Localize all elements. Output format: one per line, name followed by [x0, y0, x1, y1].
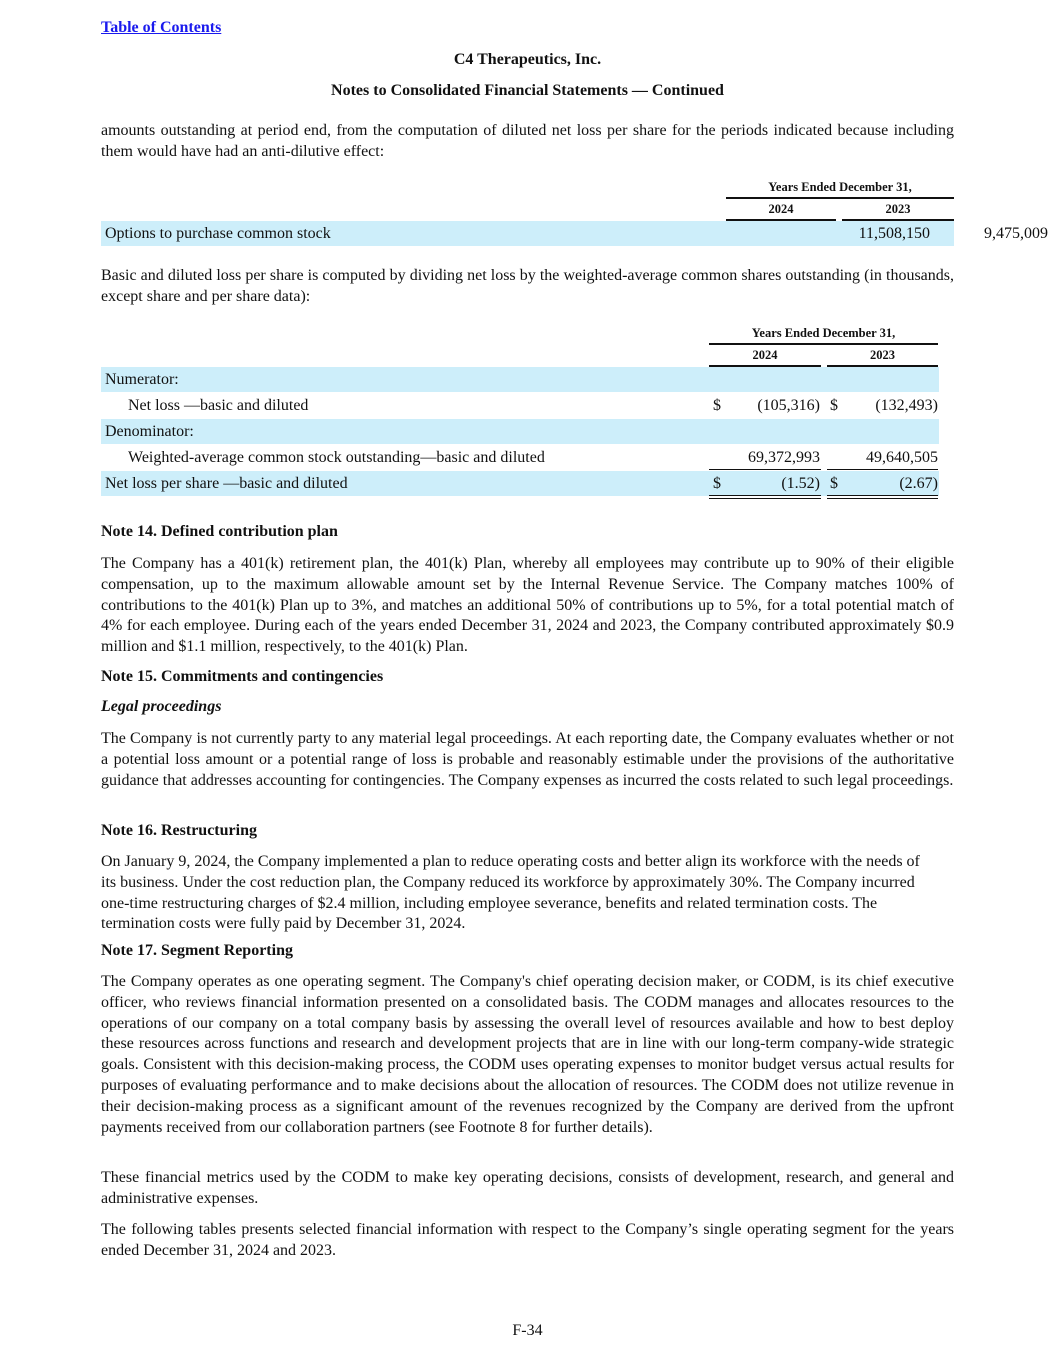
net-loss-2024: (105,316) [757, 397, 820, 414]
note15-title: Note 15. Commitments and contingencies [101, 668, 384, 685]
per-share-2024: (1.52) [781, 475, 820, 492]
note17-body-3: The following tables presents selected financial information with respect to the Company’s single operating segment for the years ended December 31, 2024 and 2023. [101, 1221, 954, 1259]
basic-diluted-paragraph: Basic and diluted loss per share is computed by dividing net loss by the weighted-average common shares outstanding (in thousands, except share and per share data): [101, 267, 954, 305]
currency-symbol: $ [713, 475, 721, 492]
company-name: C4 Therapeutics, Inc. [453, 51, 602, 68]
table-row [101, 471, 939, 496]
net-loss-2023: (132,493) [875, 397, 938, 414]
table1-col-2024: 2024 [726, 202, 836, 221]
weighted-average-2023: 49,640,505 [866, 449, 938, 466]
table-of-contents-link[interactable]: Table of Contents [101, 19, 222, 36]
table1-value-2023: 9,475,009 [984, 225, 1048, 242]
note17-body-1: The Company operates as one operating segment. The Company's chief operating decision maker, or CODM, is its chief executive officer, who reviews financial information presented on a consolidated basis. The CODM manages and allocates resources to the operations of our company on a total company basis by assessing the overall level of resources available and how to best deploy these resources across functions and research and development projects that are in line with our long-term company-wide strategic goals. Consistent with this decision-making process, the CODM uses operating expenses to monitor budget versus actual results for purposes of evaluating performance and to make decisions about the allocation of resources. The CODM does not utilize revenue in their decision-making process as a significant amount of the revenues recognized by the Company are derived from the upfront payments received from our collaboration partners (see Footnote 8 for further details). [101, 973, 954, 1136]
table1-value-2024: 11,508,150 [858, 225, 930, 242]
total-double-rule [709, 495, 821, 499]
per-share-2023: (2.67) [899, 475, 938, 492]
table2-col-2023: 2023 [827, 348, 938, 367]
currency-symbol: $ [713, 397, 721, 414]
table-row [101, 367, 939, 392]
intro-paragraph: amounts outstanding at period end, from the computation of diluted net loss per share for the periods indicated because including them would have had an anti-dilutive effect: [101, 122, 954, 160]
net-loss-label: Net loss —basic and diluted [128, 397, 309, 414]
page-number: F-34 [512, 1322, 543, 1339]
table1-group-header: Years Ended December 31, [726, 180, 954, 199]
page-subtitle: Notes to Consolidated Financial Statements — Continued [331, 82, 724, 99]
weighted-average-label: Weighted-average common stock outstanding—basic and diluted [128, 449, 545, 466]
note16-body: On January 9, 2024, the Company implemented a plan to reduce operating costs and better align its workforce with the needs of its business. Under the cost reduction plan, the Company reduced its workforce by approximately 30%. The Company incurred one-time restructuring charges of $2.4 million, including employee severance, benefits and related termination costs. The termination costs were fully paid by December 31, 2024. [101, 853, 920, 933]
table1-row-label: Options to purchase common stock [105, 225, 331, 242]
note14-body: The Company has a 401(k) retirement plan, the 401(k) Plan, whereby all employees may contribute up to 90% of their eligible compensation, up to the maximum allowable amount set by the Internal Revenue Service. The Company matches 100% of contributions to the 401(k) Plan up to 3%, and matches an additional 50% of contributions up to 5%, for a total potential match of 4% for each employee. During each of the years ended December 31, 2024 and 2023, the Company contributed approximately $0.9 million and $1.1 million, respectively, to the 401(k) Plan. [101, 555, 954, 656]
table-row [101, 393, 939, 418]
total-double-rule [827, 495, 938, 499]
table1-col-2023: 2023 [842, 202, 954, 221]
numerator-label: Numerator: [105, 371, 179, 388]
per-share-label: Net loss per share —basic and diluted [105, 475, 348, 492]
note16-title: Note 16. Restructuring [101, 822, 257, 839]
table-row [101, 445, 939, 470]
note15-subtitle: Legal proceedings [101, 698, 222, 715]
note17-title: Note 17. Segment Reporting [101, 942, 293, 959]
table-row [101, 221, 1048, 246]
note17-body-2: These financial metrics used by the CODM to make key operating decisions, consists of development, research, and general and administrative expenses. [101, 1169, 954, 1207]
currency-symbol: $ [830, 475, 838, 492]
subtotal-rule [827, 469, 938, 470]
denominator-label: Denominator: [105, 423, 194, 440]
note14-title: Note 14. Defined contribution plan [101, 523, 338, 540]
table2-group-header: Years Ended December 31, [709, 326, 938, 345]
subtotal-rule [709, 469, 821, 470]
weighted-average-2024: 69,372,993 [748, 449, 820, 466]
currency-symbol: $ [830, 397, 838, 414]
table-row [101, 419, 939, 444]
table2-col-2024: 2024 [709, 348, 821, 367]
note15-body: The Company is not currently party to any material legal proceedings. At each reporting date, the Company evaluates whether or not a potential loss amount or a potential range of loss is probable and reasonably estimable under the provisions of the authoritative guidance that addresses accounting for contingencies. The Company expenses as incurred the costs related to such legal proceedings. [101, 730, 954, 789]
